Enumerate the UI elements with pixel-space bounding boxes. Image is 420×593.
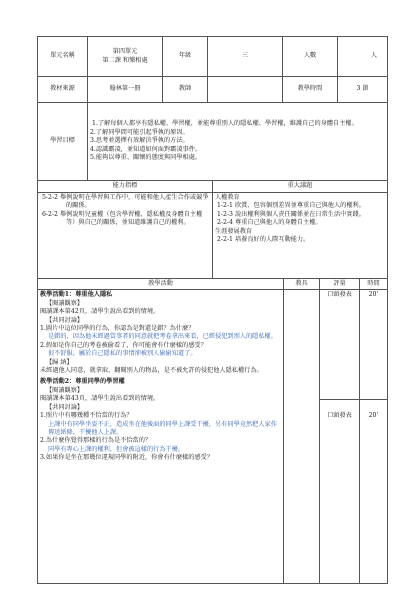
teacher-value: [208, 77, 283, 103]
issue-item: 1-2-3 說出權利與個人責任關係並在日常生活中實踐。: [217, 210, 365, 218]
teacher-label: 教師: [163, 77, 208, 103]
eval-1: 口頭發表: [320, 290, 360, 400]
activity-line: 2.為什麼你覺得那樣的行為是不恰當的？: [40, 437, 152, 445]
activity-line: 【閱讀觀察】: [46, 386, 84, 394]
ability-item: 5-2-2 舉例說明在學習與工作中，可能和他人產生合作或競爭的關係。: [42, 194, 209, 210]
issue-list: [213, 193, 388, 279]
unit-name-line1: 第四單元: [112, 48, 138, 56]
goal-item: 5.能夠以尊重、關懷的態度與同學相處。: [90, 154, 202, 162]
activities-table: [37, 278, 388, 584]
activity-line: 教學活動1：尊重他人隱私: [40, 291, 113, 299]
goals-label: 學習目標: [38, 103, 88, 181]
activity-line: 教學活動2：尊重同學的學習權: [40, 378, 125, 386]
activity-line: 1.圖片中這位同學的行為，你認為是對還是錯？為什麼？: [40, 325, 195, 333]
grade-label: 年級: [163, 37, 208, 77]
ability-list: [38, 193, 213, 279]
issue-header: 重大議題: [213, 181, 388, 193]
activity-line: 是錯的，因為他未經過當事者的同意就把考卷拿出來看，已經侵犯到別人的隱私權。: [48, 333, 277, 341]
ability-item: 6-2-2 舉例說明兒童權（包含學習權、隱私權及身體自主權等）與自己的關係，並知道維護自己的權利。: [42, 210, 203, 227]
issue-title: 生涯發展教育: [215, 227, 253, 235]
activity-line: 閱讀課本第42頁，請學生說出看到的情境。: [40, 308, 160, 316]
source-label: 教材來源: [38, 77, 88, 103]
eval-2: 口頭發表: [320, 400, 360, 584]
activity-content: [38, 290, 284, 584]
count-unit: 人: [338, 37, 388, 77]
time-1: 20’: [360, 290, 388, 400]
activity-line: 同學有專心上課的權利，但會被這樣的行為干擾。: [48, 445, 185, 453]
activity-line: 1.照片中有哪幾種不恰當的行為？: [40, 412, 133, 420]
count-label: 人數: [283, 37, 338, 77]
col-activity: 教學活動: [38, 279, 284, 290]
ability-header: 能力指標: [38, 181, 213, 193]
col-time: 時間: [360, 279, 388, 290]
activity-line: 【閱讀觀察】: [46, 299, 84, 307]
aids-cell: [284, 290, 320, 584]
activity-line: 【共同討論】: [46, 316, 84, 324]
goal-item: 3.思考並選擇有效解決爭執的方法。: [90, 137, 189, 145]
activity-line: 3.如果你是坐在那幾位違規同學的附近，你會有什麼樣的感受？: [40, 454, 213, 462]
issue-item: 1-2-1 欣賞、包容個別差異並尊重自己與他人的權利。: [217, 202, 365, 210]
activity-line: 很不舒服，屬於自己隱私的事情卻被別人偷偷知道了。: [48, 350, 197, 358]
col-eval: 評量: [320, 279, 360, 290]
activity-line: 未經過他人同意，就拿取、翻閱別人的物品，是不被允許的侵犯他人隱私權行為。: [40, 367, 263, 375]
issue-item: 2-2-4 尊重自己與他人的身體自主權。: [217, 219, 322, 227]
source-value: 翰林第一冊: [88, 77, 163, 103]
unit-label: 單元名稱: [38, 37, 88, 77]
time-label: 教學時間: [283, 77, 338, 103]
grade-value: 三: [208, 37, 283, 77]
indicators-table: [37, 180, 388, 279]
activity-line: 【歸 納】: [46, 358, 73, 366]
unit-name-line2: 第二課 和樂相處: [102, 56, 148, 64]
goal-item: 2.了解同學間可能引起爭執的原因。: [90, 128, 189, 136]
goals-list: [88, 103, 388, 181]
issue-title: 人權教育: [215, 194, 240, 201]
col-aids: 教具: [284, 279, 320, 290]
activity-line: 2.假如是你自己的考卷被偷看了，你可能會有什麼樣的感受？: [40, 341, 207, 349]
activity-line: 閱讀課本第43頁，請學生說出看到的情境。: [40, 395, 160, 403]
activity-line: 【共同討論】: [46, 403, 84, 411]
goal-item: 1.了解每個人都享有隱私權、學習權，並能尊重別人的隱私權、學習權，維護自己的身體自主權。: [92, 120, 358, 128]
goal-item: 4.認識霸凌，並知道如何面對霸凌事件。: [90, 145, 202, 153]
unit-name: [88, 37, 163, 77]
issue-item: 2-2-1 培養良好的人際互動能力。: [217, 236, 310, 244]
time-value: 3 節: [338, 77, 388, 103]
lesson-info-table: [37, 36, 388, 181]
activity-line: 上課中有同學坐姿不正，造成坐在他後面的同學上課受干擾，另有同學竟然把人家作傳送紙條，干擾他人上課。: [48, 420, 277, 436]
time-2: 20’: [360, 400, 388, 584]
